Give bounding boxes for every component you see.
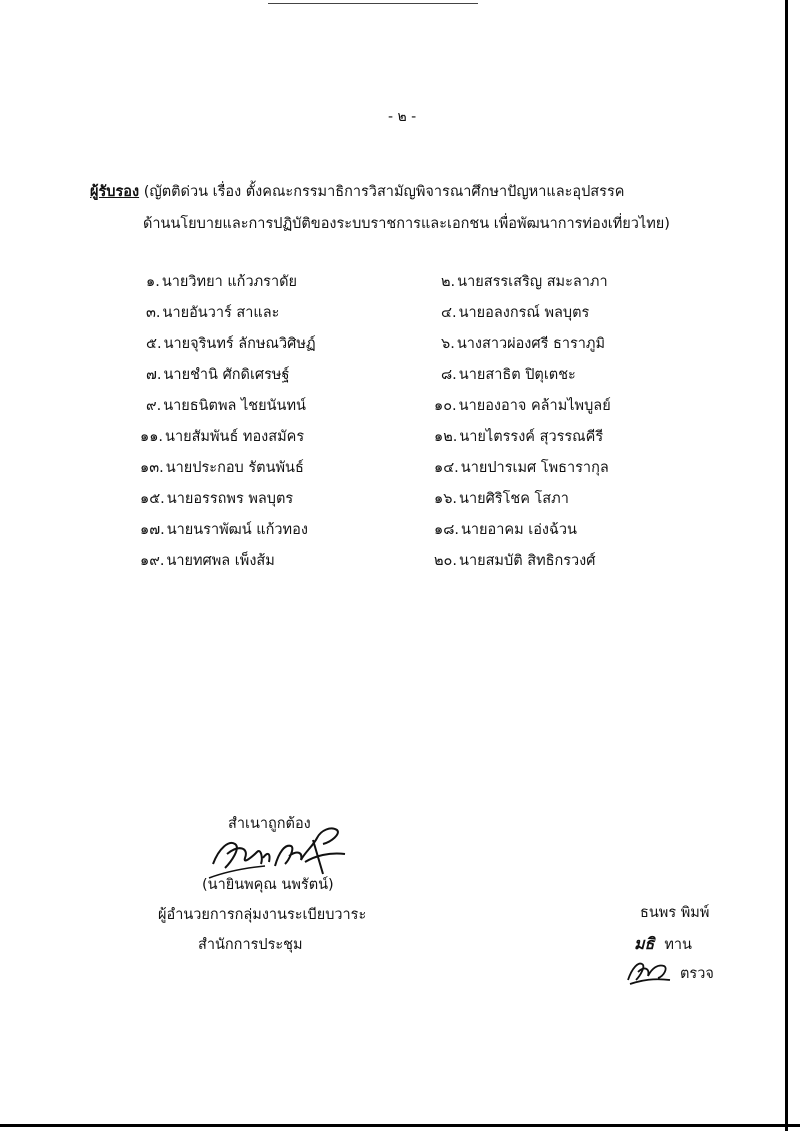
list-item: ๒๐. นายสมบัติ สิทธิกรวงศ์ bbox=[434, 553, 596, 569]
list-item: ๕. นายจุรินทร์ ลักษณวิศิษฏ์ bbox=[146, 336, 316, 352]
certifier-position: ผู้อำนวยการกลุ่มงานระเบียบวาระ bbox=[158, 907, 367, 923]
list-item: ๖. นางสาวผ่องศรี ธาราภูมิ bbox=[441, 336, 606, 352]
top-cut-line bbox=[268, 0, 478, 4]
list-item: ๑๓. นายประกอบ รัตนพันธ์ bbox=[140, 460, 304, 476]
list-item: ๑๘. นายอาคม เอ่งฉ้วน bbox=[434, 522, 577, 538]
list-item: ๑. นายวิทยา แก้วภราดัย bbox=[146, 274, 297, 290]
motion-title-line2: ด้านนโยบายและการปฏิบัติของระบบราชการและเอกชน เพื่อพัฒนาการท่องเที่ยวไทย) bbox=[143, 216, 670, 232]
list-item: ๗. นายชำนิ ศักดิเศรษฐ์ bbox=[146, 367, 290, 383]
list-item: ๓. นายอันวาร์ สาและ bbox=[146, 305, 280, 321]
typed-by: ธนพร พิมพ์ bbox=[640, 905, 710, 921]
list-item: ๑๖. นายศิริโชค โสภา bbox=[434, 491, 569, 507]
list-item: ๑๒. นายไตรรงค์ สุวรรณคีรี bbox=[434, 429, 604, 445]
list-item: ๘. นายสาธิต ปิตุเตชะ bbox=[441, 367, 576, 383]
signers-header bbox=[90, 180, 624, 203]
page-border-right bbox=[785, 0, 788, 1131]
reviewed-label: ตรวจ bbox=[680, 966, 714, 982]
page-border-bottom bbox=[0, 1124, 800, 1127]
list-item: ๒. นายสรรเสริญ สมะลาภา bbox=[441, 274, 608, 290]
list-item: ๑๗. นายนราพัฒน์ แก้วทอง bbox=[140, 522, 308, 538]
certifier-name: (นายินพคุณ นพรัตน์) bbox=[202, 877, 334, 893]
proofread-label: ทาน bbox=[664, 937, 692, 953]
list-item: ๑๐. นายองอาจ คล้ามไพบูลย์ bbox=[434, 398, 611, 414]
certifier-office: สำนักการประชุม bbox=[198, 937, 303, 953]
reviewer-signature bbox=[624, 954, 676, 988]
signers-label: ผู้รับรอง bbox=[90, 184, 140, 200]
page-number: - ๒ - bbox=[388, 109, 417, 125]
list-item: ๑๔. นายปารเมศ โพธารากุล bbox=[434, 460, 609, 476]
list-item: ๑๙. นายทศพล เพ็งส้ม bbox=[140, 553, 275, 569]
list-item: ๑๑. นายสัมพันธ์ ทองสมัคร bbox=[140, 429, 305, 445]
list-item: ๙. นายธนิตพล ไชยนันทน์ bbox=[146, 398, 306, 414]
motion-title-line1: (ญัตติด่วน เรื่อง ตั้งคณะกรรมาธิการวิสามัญพิจารณาศึกษาปัญหาและอุปสรรค bbox=[143, 184, 625, 200]
list-item: ๑๕. นายอรรถพร พลบุตร bbox=[140, 491, 294, 507]
list-item: ๔. นายอลงกรณ์ พลบุตร bbox=[441, 305, 590, 321]
proofreader-initials: มธิ bbox=[634, 934, 655, 953]
certified-copy-label: สำเนาถูกต้อง bbox=[228, 816, 311, 832]
